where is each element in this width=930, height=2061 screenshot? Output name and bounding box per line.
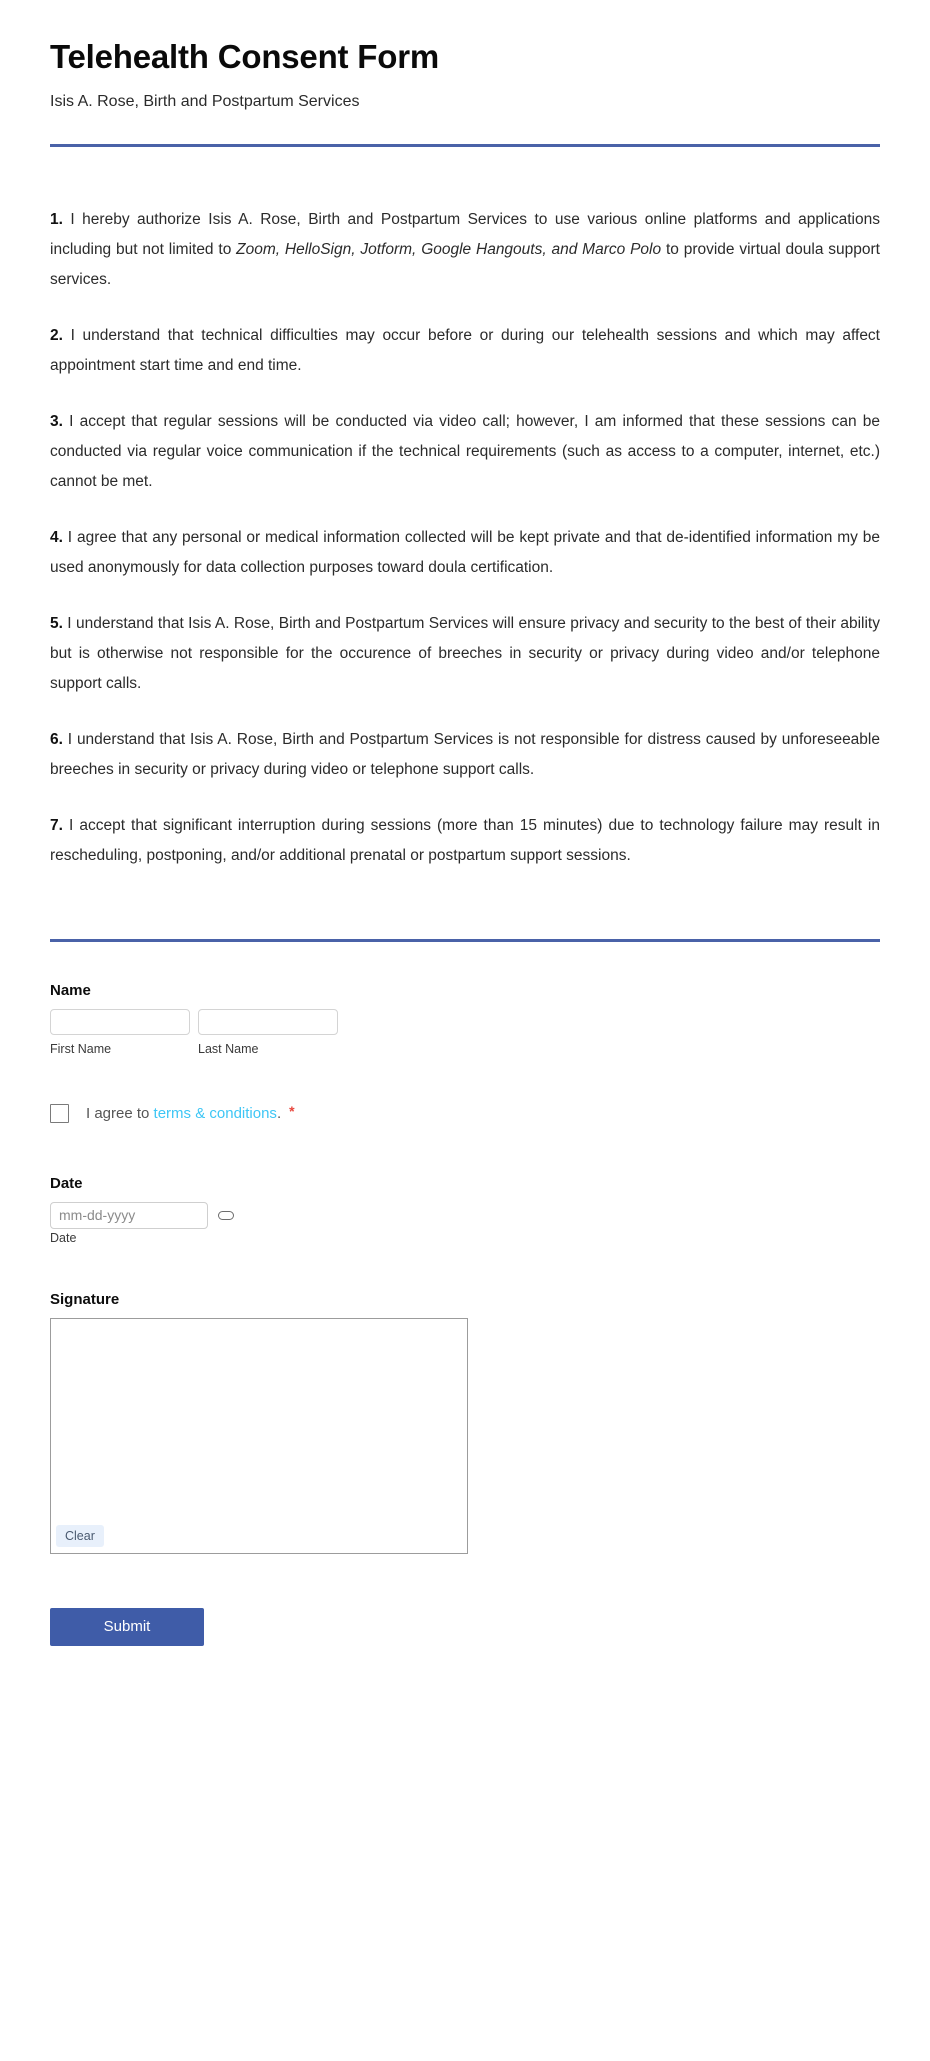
submit-row — [50, 1608, 880, 1706]
date-label: Date — [50, 1174, 83, 1192]
calendar-icon[interactable] — [218, 1211, 234, 1220]
name-field-group — [50, 982, 880, 1056]
clause-text-part: to provide virtual doula support services. — [50, 240, 880, 288]
date-sublabel: Date — [50, 1230, 77, 1245]
clause-number: 7. — [50, 816, 63, 834]
name-label: Name — [50, 981, 91, 999]
clause-number: 3. — [50, 412, 63, 430]
terms-checkbox[interactable] — [50, 1104, 69, 1123]
clause-number: 6. — [50, 730, 63, 748]
signature-label: Signature — [50, 1290, 120, 1308]
date-row — [50, 1202, 880, 1229]
last-name-col — [198, 1009, 338, 1056]
first-name-sublabel: First Name — [50, 1041, 112, 1056]
clause-number: 2. — [50, 326, 63, 344]
clause-number: 4. — [50, 528, 63, 546]
terms-conditions-link[interactable]: terms & conditions — [153, 1104, 277, 1122]
clause-text-part: I understand that Isis A. Rose, Birth and Postpartum Services is not responsible for distress caused by unforeseeable breeches in security or privacy during video or telephone support calls. — [50, 730, 880, 778]
form-header — [50, 0, 880, 114]
name-row — [50, 1009, 880, 1056]
last-name-sublabel: Last Name — [198, 1041, 259, 1056]
clause-text-part: I understand that Isis A. Rose, Birth and Postpartum Services will ensure privacy and security to the best of their ability but is otherwise not responsible for the occurence of breeches in security or privacy during video and/or telephone support calls. — [50, 614, 880, 692]
terms-list — [50, 147, 880, 881]
signature-field-group — [50, 1291, 880, 1554]
page-title: Telehealth Consent Form — [50, 38, 439, 75]
clause-text-part: I hereby authorize Isis A. Rose, Birth and Postpartum Services to use various online platforms and applications including but not limited to — [50, 210, 880, 258]
required-asterisk: * — [289, 1102, 295, 1119]
clear-signature-button[interactable]: Clear — [56, 1525, 104, 1547]
clause-item — [50, 321, 880, 381]
terms-consent-row — [50, 1104, 880, 1123]
clause-text-part: I understand that technical difficulties may occur before or during our telehealth sessions and which may affect appointment start time and end time. — [50, 326, 880, 374]
submit-button[interactable]: Submit — [50, 1608, 204, 1646]
terms-prefix-text: I agree to — [86, 1104, 154, 1122]
terms-suffix-text: . — [276, 1104, 282, 1122]
clause-item — [50, 811, 880, 871]
first-name-input[interactable] — [50, 1009, 190, 1035]
clause-item — [50, 205, 880, 295]
clause-item — [50, 523, 880, 583]
clause-text-part: I accept that significant interruption during sessions (more than 15 minutes) due to technology failure may result in rescheduling, postponing, and/or additional prenatal or postpartum support sessions. — [50, 816, 880, 864]
clause-item — [50, 609, 880, 699]
clause-text-emphasis: Zoom, HelloSign, Jotform, Google Hangouts, and Marco Polo — [236, 240, 662, 258]
clause-number: 5. — [50, 614, 63, 632]
date-input[interactable] — [50, 1202, 208, 1229]
form-fields — [50, 942, 880, 1706]
terms-consent-text — [86, 1102, 295, 1122]
page-subtitle: Isis A. Rose, Birth and Postpartum Services — [50, 93, 360, 111]
last-name-input[interactable] — [198, 1009, 338, 1035]
first-name-col — [50, 1009, 190, 1056]
clause-text-part: I accept that regular sessions will be conducted via video call; however, I am informed that these sessions can be conducted via regular voice communication if the technical requirements (such as access to a computer, internet, etc.) cannot be met. — [50, 412, 880, 490]
date-field-group — [50, 1175, 880, 1247]
clause-text-part: I agree that any personal or medical information collected will be kept private and that de-identified information my be used anonymously for data collection purposes toward doula certification. — [50, 528, 880, 576]
signature-canvas[interactable] — [50, 1318, 468, 1554]
clause-item — [50, 725, 880, 785]
clause-item — [50, 407, 880, 497]
clause-number: 1. — [50, 210, 63, 228]
